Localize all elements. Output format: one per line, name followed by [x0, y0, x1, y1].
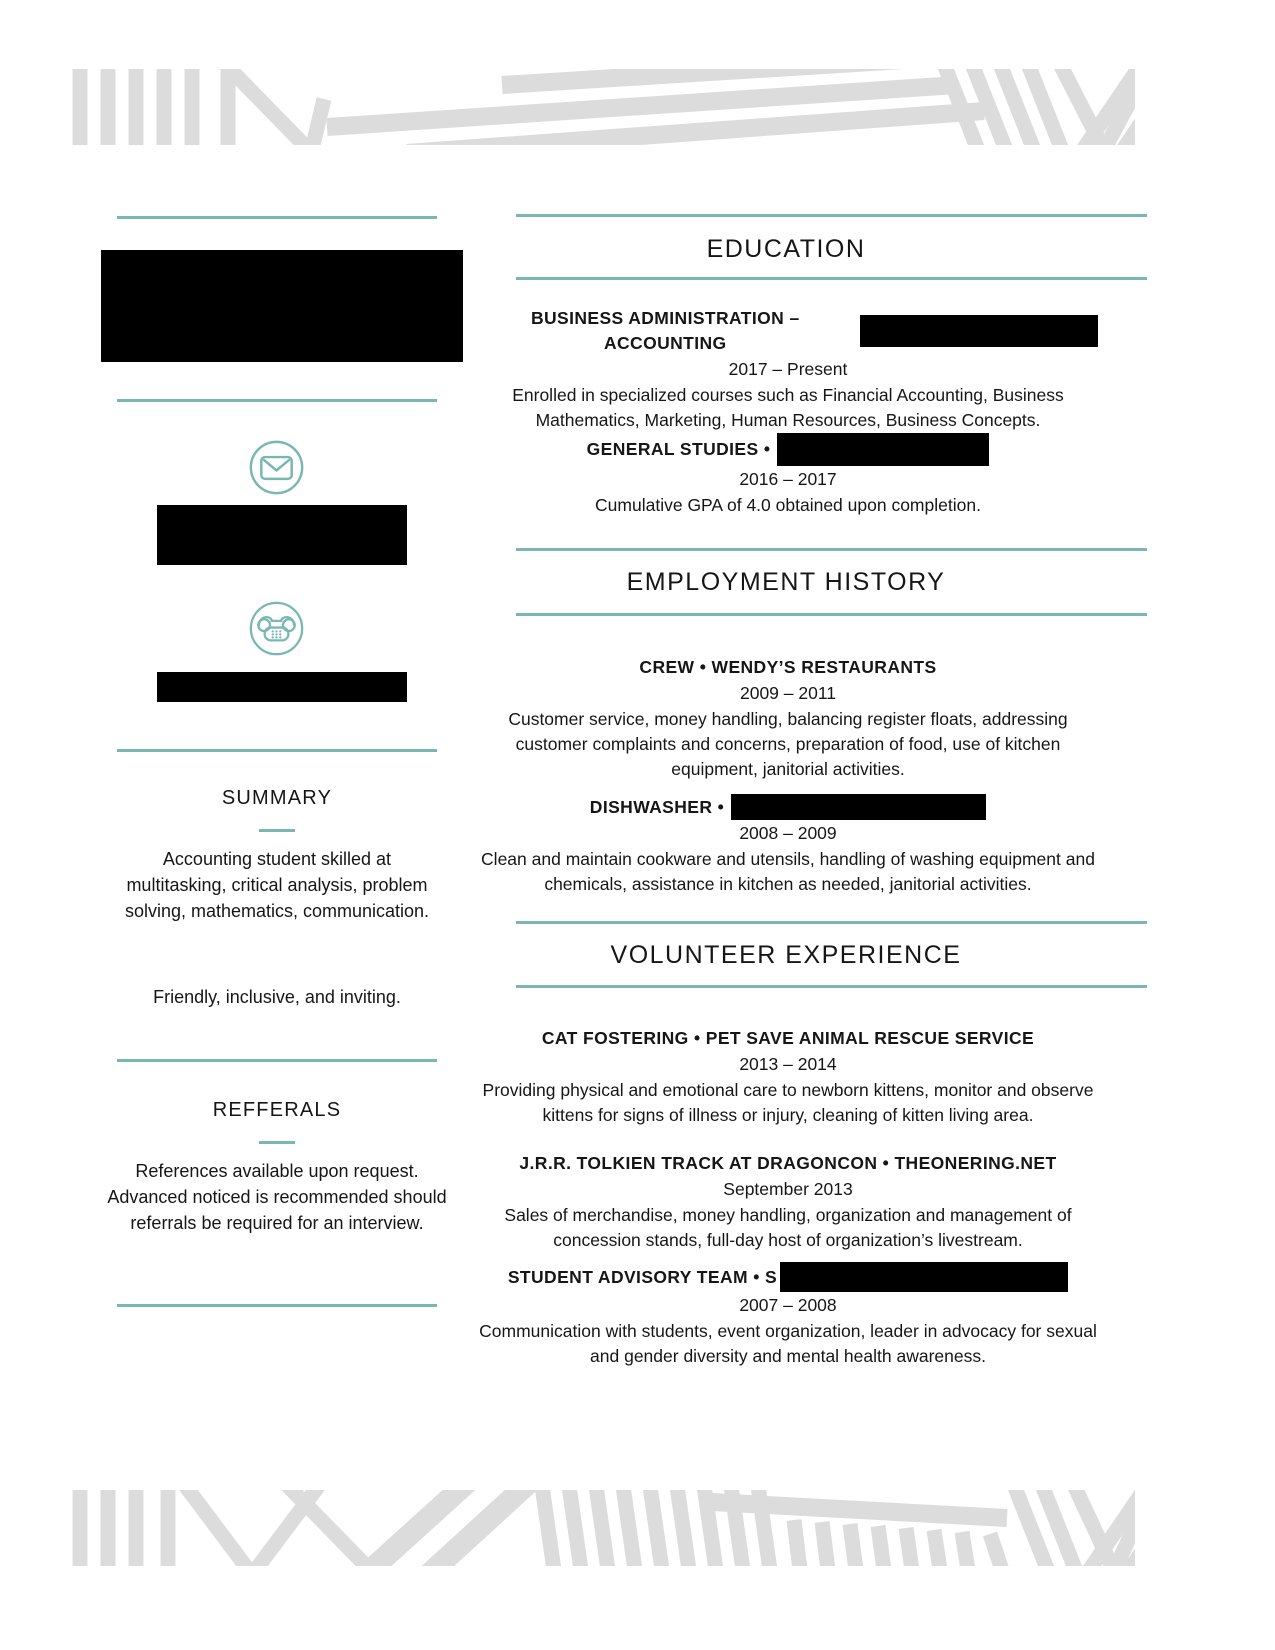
- section-divider: [516, 214, 1147, 217]
- entry-description: Providing physical and emotional care to newborn kittens, monitor and observe kittens for signs of illness or injury, cleaning of kitten living area.: [482, 1080, 1094, 1125]
- decorative-stripes-bottom: [72, 1490, 1135, 1566]
- entry-description: Sales of merchandise, money handling, organization and management of concession stands, full-day host of organization’s livestream.: [504, 1205, 1072, 1250]
- education-entry: [478, 433, 1098, 518]
- section-divider: [516, 548, 1147, 551]
- entry-date: 2009 – 2011: [739, 683, 837, 703]
- section-heading-employment: EMPLOYMENT HISTORY: [626, 568, 946, 596]
- email-icon: [248, 439, 305, 496]
- phone-redacted-box: [157, 672, 407, 702]
- summary-heading: SUMMARY: [221, 787, 333, 809]
- entry-title: BUSINESS ADMINISTRATION – ACCOUNTING: [530, 308, 800, 353]
- entry-title: CAT FOSTERING • PET SAVE ANIMAL RESCUE SERVICE: [541, 1028, 1035, 1048]
- refferals-text: References available upon request. Advanced noticed is recommended should referrals be required for an interview.: [107, 1161, 447, 1233]
- entry-title: J.R.R. TOLKIEN TRACK AT DRAGONCON • THEONERING.NET: [519, 1153, 1057, 1173]
- sidebar-divider: [117, 1304, 437, 1307]
- entry-date: 2017 – Present: [728, 359, 848, 379]
- volunteer-entry: [478, 1151, 1098, 1253]
- entry-title: CREW • WENDY’S RESTAURANTS: [639, 657, 937, 677]
- entry-title: DISHWASHER •: [589, 796, 725, 817]
- entry-date: 2008 – 2009: [739, 823, 837, 843]
- sidebar-divider: [117, 749, 437, 752]
- redacted-box: [780, 1262, 1068, 1292]
- sidebar-divider: [117, 216, 437, 219]
- volunteer-entry: [478, 1026, 1098, 1128]
- entry-description: Customer service, money handling, balancing register floats, addressing customer complaints and concerns, preparation of food, use of kitchen equipment, janitorial activities.: [508, 709, 1068, 779]
- email-redacted-box: [157, 505, 407, 565]
- education-entry: [478, 306, 1098, 433]
- summary-tagline: Friendly, inclusive, and inviting.: [153, 987, 401, 1007]
- volunteer-entry: [478, 1262, 1098, 1369]
- refferals-heading-rule: [259, 1141, 295, 1144]
- entry-description: Cumulative GPA of 4.0 obtained upon completion.: [595, 495, 981, 515]
- redacted-box: [777, 433, 989, 466]
- section-divider: [516, 277, 1147, 280]
- section-divider: [516, 613, 1147, 616]
- section-heading-volunteer: VOLUNTEER EXPERIENCE: [610, 941, 962, 969]
- section-heading-education: EDUCATION: [706, 235, 866, 263]
- summary-text: Accounting student skilled at multitasking, critical analysis, problem solving, mathematics, communication.: [124, 849, 430, 921]
- refferals-heading: REFFERALS: [212, 1099, 342, 1121]
- redacted-box: [860, 315, 1098, 347]
- employment-entry: [478, 655, 1098, 782]
- entry-title: GENERAL STUDIES •: [586, 439, 771, 459]
- redacted-box: [731, 794, 986, 820]
- phone-icon: [248, 600, 305, 657]
- entry-date: 2016 – 2017: [739, 469, 837, 489]
- employment-entry: [478, 794, 1098, 897]
- entry-description: Enrolled in specialized courses such as Financial Accounting, Business Mathematics, Marketing, Human Resources, Business Concepts.: [512, 385, 1064, 430]
- entry-title: STUDENT ADVISORY TEAM • S: [507, 1266, 778, 1287]
- entry-date: 2007 – 2008: [739, 1295, 837, 1315]
- entry-description: Clean and maintain cookware and utensils, handling of washing equipment and chemicals, assistance in kitchen as needed, janitorial activities.: [481, 849, 1095, 894]
- sidebar-divider: [117, 399, 437, 402]
- decorative-stripes-top: [72, 69, 1135, 145]
- entry-description: Communication with students, event organization, leader in advocacy for sexual and gender diversity and mental health awareness.: [479, 1321, 1097, 1366]
- section-divider: [516, 921, 1147, 924]
- entry-date: 2013 – 2014: [739, 1054, 837, 1074]
- sidebar-divider: [117, 1059, 437, 1062]
- entry-date: September 2013: [723, 1179, 853, 1199]
- section-divider: [516, 985, 1147, 988]
- name-redacted-box: [101, 250, 463, 362]
- summary-heading-rule: [259, 829, 295, 832]
